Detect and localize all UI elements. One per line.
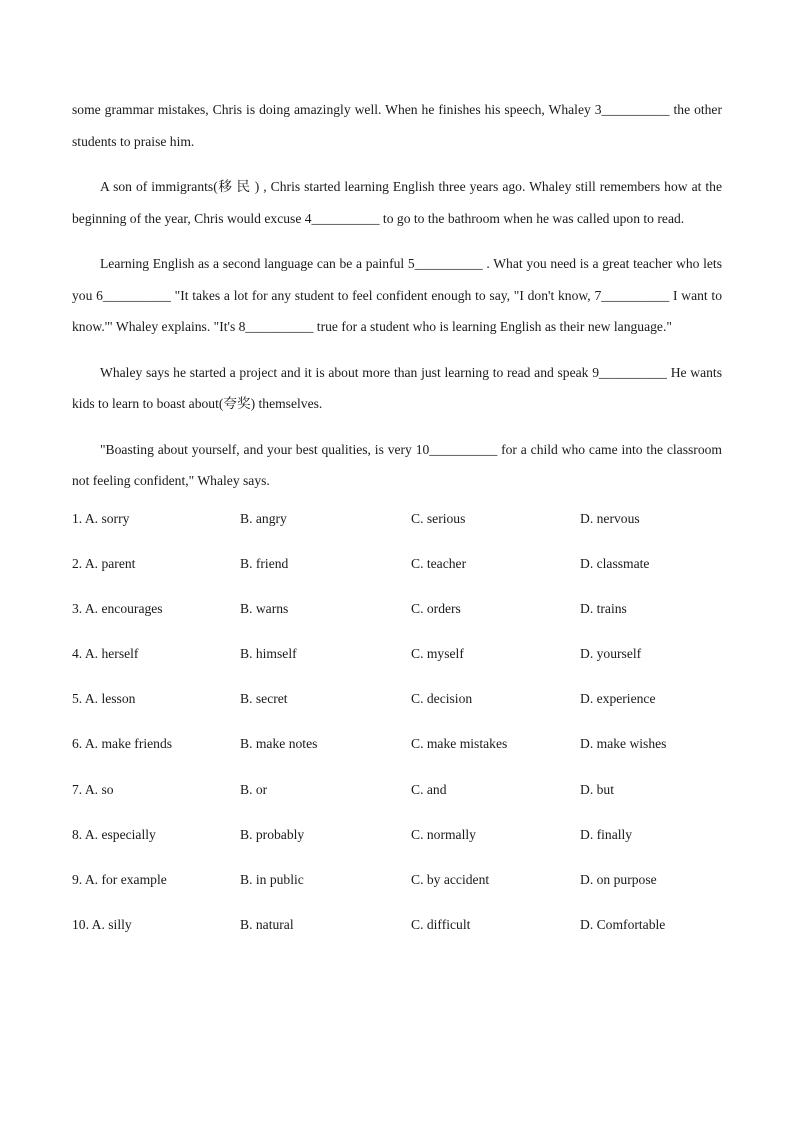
question-row-4 — [72, 646, 722, 691]
option-c: C. myself — [411, 646, 464, 662]
option-a: 8. A. especially — [72, 826, 156, 842]
option-c: C. serious — [411, 510, 466, 526]
option-d: D. but — [580, 781, 614, 797]
option-a: 2. A. parent — [72, 555, 136, 571]
option-b: B. make notes — [240, 736, 318, 752]
question-row-2 — [72, 556, 722, 601]
option-b: B. or — [240, 781, 268, 797]
option-d: D. yourself — [580, 646, 642, 662]
option-b: B. warns — [240, 600, 289, 616]
paragraph-immigrants: A son of immigrants(移 民 ) , Chris started learning English three years ago. Whaley still remembers how at the beginning of the year, Chris would excuse 4__________ to go to the bathroom when he was called upon to read. — [72, 179, 722, 226]
option-a: 4. A. herself — [72, 646, 139, 662]
option-a: 7. A. so — [72, 781, 114, 797]
paragraph-project: Whaley says he started a project and it is about more than just learning to read and speak 9__________ He wants kids to learn to boast about(夸奖) themselves. — [72, 364, 722, 411]
paragraph-continuation: some grammar mistakes, Chris is doing amazingly well. When he finishes his speech, Whaley 3__________ the other students to praise him. — [72, 102, 722, 149]
question-row-6 — [72, 736, 722, 781]
option-c: C. decision — [411, 691, 473, 707]
option-a: 1. A. sorry — [72, 510, 130, 526]
option-d: D. classmate — [580, 555, 650, 571]
question-row-7 — [72, 782, 722, 827]
option-b: B. secret — [240, 691, 288, 707]
option-d: D. on purpose — [580, 872, 657, 887]
question-row-8 — [72, 827, 722, 872]
option-c: C. teacher — [411, 555, 467, 571]
option-d: D. experience — [580, 691, 656, 707]
option-c: C. make mistakes — [411, 736, 508, 752]
option-d: D. finally — [580, 826, 633, 842]
option-d: D. trains — [580, 600, 627, 616]
document-page — [72, 94, 722, 962]
option-b: B. friend — [240, 555, 289, 571]
paragraph-boasting: "Boasting about yourself, and your best qualities, is very 10__________ for a child who came into the classroom not feeling confident," Whaley says. — [72, 441, 722, 488]
option-b: B. in public — [240, 872, 304, 887]
option-c: C. difficult — [411, 917, 471, 933]
option-c: C. orders — [411, 600, 461, 616]
option-b: B. angry — [240, 510, 287, 526]
option-d: D. make wishes — [580, 736, 667, 752]
question-row-10 — [72, 917, 722, 962]
option-a: 3. A. encourages — [72, 600, 163, 616]
option-a: 5. A. lesson — [72, 691, 136, 707]
option-b: B. probably — [240, 826, 305, 842]
question-row-3 — [72, 601, 722, 646]
option-b: B. himself — [240, 646, 297, 662]
answer-options — [72, 511, 722, 963]
option-c: C. by accident — [411, 872, 490, 887]
option-d: D. nervous — [580, 510, 640, 526]
question-row-1 — [72, 511, 722, 556]
option-d: D. Comfortable — [580, 917, 666, 933]
option-c: C. and — [411, 781, 447, 797]
option-c: C. normally — [411, 826, 476, 842]
option-a: 10. A. silly — [72, 917, 132, 933]
paragraph-learning-english: Learning English as a second language can be a painful 5__________ . What you need is a great teacher who lets you 6__________ "It takes a lot for any student to feel confident enough to say, "I don't know, 7__________ I want to know.'" Whaley explains. "It's 8__________ true for a student who is learning English as their new language." — [72, 256, 722, 334]
option-a: 9. A. for example — [72, 872, 167, 887]
option-b: B. natural — [240, 917, 294, 933]
question-row-9 — [72, 872, 722, 917]
question-row-5 — [72, 691, 722, 736]
option-a: 6. A. make friends — [72, 736, 173, 752]
